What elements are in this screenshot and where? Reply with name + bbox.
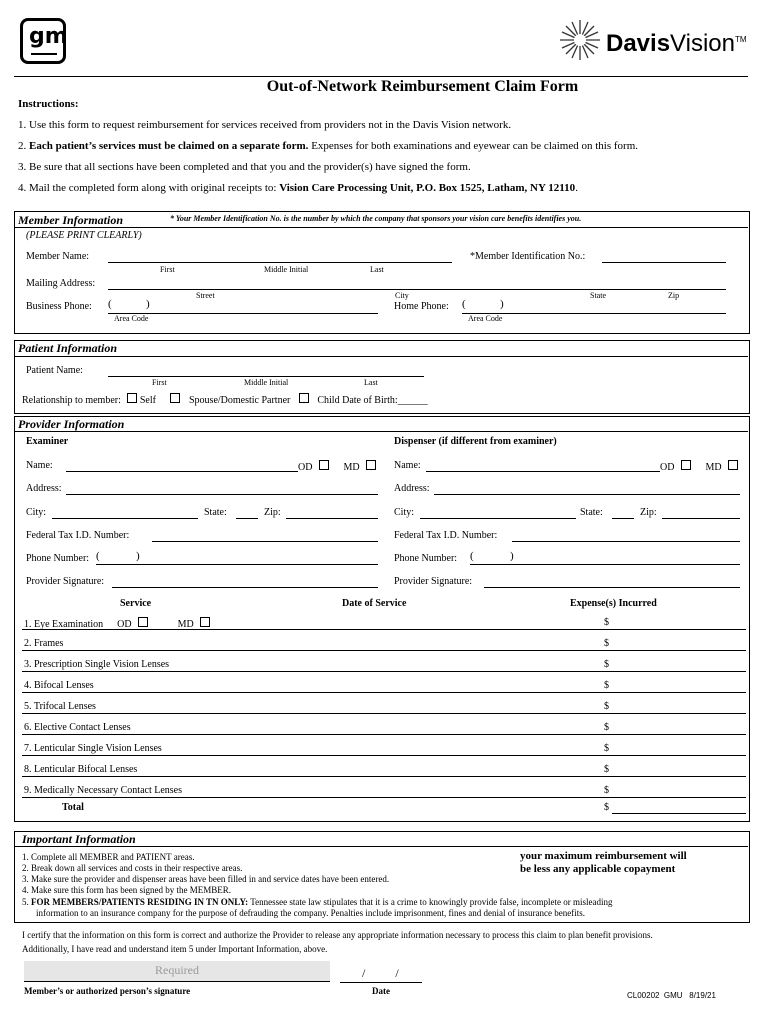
instruction-1: 1. Use this form to request reimbursement for services received from providers not in the Davis Vision network.: [18, 119, 512, 131]
service-label: 7. Lenticular Single Vision Lenses: [24, 743, 162, 754]
examiner-address-field[interactable]: [66, 494, 378, 495]
examiner-md-checkbox[interactable]: [366, 460, 376, 470]
self-checkbox[interactable]: [127, 393, 137, 403]
service-row-line[interactable]: [22, 776, 746, 777]
certify-line2: Additionally, I have read and understand item 5 under Important Information, above.: [22, 944, 328, 954]
self-label: Self: [139, 395, 156, 406]
service-dollar: $: [604, 701, 609, 712]
mailing-address-field[interactable]: [108, 289, 726, 290]
street-label: Street: [196, 291, 215, 300]
service-row: [24, 701, 96, 712]
service-dollar: $: [604, 659, 609, 670]
spouse-label: Spouse/Domestic Partner: [188, 395, 291, 406]
child-label: Child: [317, 395, 340, 406]
examiner-state-field[interactable]: [236, 518, 258, 519]
examiner-phone-paren-close: ): [136, 550, 140, 562]
business-phone-field[interactable]: [108, 313, 378, 314]
instructions-heading: Instructions:: [18, 98, 79, 110]
service-dollar: $: [604, 743, 609, 754]
service-row-line[interactable]: [22, 692, 746, 693]
important-item-1: 1. Complete all MEMBER and PATIENT areas.: [22, 852, 195, 862]
dob-label: Date of Birth:______: [342, 395, 428, 406]
member-last-label: Last: [370, 265, 384, 274]
col-service: Service: [120, 598, 152, 609]
service-row: [24, 659, 169, 670]
instruction-3: 3. Be sure that all sections have been completed and that you and the provider(s) have signed the form.: [18, 161, 471, 173]
service-label: 1. Eye Examination: [24, 619, 104, 630]
dispenser-name-field[interactable]: [426, 471, 660, 472]
service-label: 2. Frames: [24, 638, 64, 649]
dispenser-phone-paren-close: ): [510, 550, 514, 562]
patient-name-label: Patient Name:: [26, 365, 83, 376]
examiner-zip-field[interactable]: [286, 518, 378, 519]
state-label: State: [590, 291, 606, 300]
patient-first-label: First: [152, 378, 167, 387]
instruction-2: 2. Each patient’s services must be claimed on a separate form. Expenses for both examinations and eyewear can be claimed on this form.: [18, 140, 639, 152]
form-title: Out-of-Network Reimbursement Claim Form: [266, 78, 579, 95]
business-phone-paren-open: (: [108, 298, 112, 310]
service-dollar: $: [604, 764, 609, 775]
gm-logo: [20, 18, 66, 64]
member-id-label: *Member Identification No.:: [470, 251, 586, 262]
provider-info-title: Provider Information: [18, 417, 125, 431]
exam-od-checkbox[interactable]: [138, 617, 148, 627]
dispenser-phone-label: Phone Number:: [394, 553, 458, 564]
member-signature-field[interactable]: [24, 961, 330, 982]
home-phone-paren-open: (: [462, 298, 466, 310]
spouse-checkbox[interactable]: [170, 393, 180, 403]
member-name-field[interactable]: [108, 262, 452, 263]
dispenser-tax-label: Federal Tax I.D. Number:: [394, 530, 498, 541]
trademark: TM: [734, 35, 747, 44]
reimbursement-note-line2: be less any applicable copayment: [520, 863, 676, 875]
service-label: 4. Bifocal Lenses: [24, 680, 94, 691]
dispenser-name-label: Name:: [394, 460, 421, 471]
examiner-tax-field[interactable]: [152, 541, 378, 542]
service-row: [24, 680, 94, 691]
service-label: 8. Lenticular Bifocal Lenses: [24, 764, 138, 775]
examiner-od-checkbox[interactable]: [319, 460, 329, 470]
service-label: 6. Elective Contact Lenses: [24, 722, 131, 733]
service-row-line[interactable]: [22, 755, 746, 756]
examiner-address-label: Address:: [26, 483, 62, 494]
vision-word: Vision: [670, 30, 735, 57]
service-dollar: $: [604, 722, 609, 733]
exam-md-checkbox[interactable]: [200, 617, 210, 627]
signature-required-placeholder: Required: [155, 963, 199, 977]
examiner-heading: Examiner: [26, 436, 69, 447]
dispenser-address-label: Address:: [394, 483, 430, 494]
total-dollar: $: [604, 802, 609, 813]
certify-line1: I certify that the information on this form is correct and authorize the Provider to release any appropriate information necessary to process this claim to plan benefit provisions.: [22, 930, 653, 940]
service-label: 3. Prescription Single Vision Lenses: [24, 659, 170, 670]
exam-md-label: MD: [177, 619, 194, 630]
important-item-5: 5. FOR MEMBERS/PATIENTS RESIDING IN TN ONLY: Tennessee state law stipulates that it is a crime to knowingly provide false, incomplete or misleading: [22, 897, 613, 907]
exam-od-label: OD: [117, 619, 132, 630]
examiner-zip-label: Zip:: [264, 507, 281, 518]
examiner-city-label: City:: [26, 507, 47, 518]
service-row-line[interactable]: [22, 671, 746, 672]
home-phone-label: Home Phone:: [394, 301, 449, 312]
important-item-5-line2: information to an insurance company for the purpose of defrauding the company. Penalties include imprisonment, fines and denial of insurance benefits.: [36, 908, 586, 918]
dispenser-signature-label: Provider Signature:: [394, 576, 473, 587]
important-item-3: 3. Make sure the provider and dispenser areas have been filled in and service dates have been entered.: [22, 874, 390, 884]
service-row-line[interactable]: [22, 797, 746, 798]
service-row: [24, 743, 162, 754]
total-amount-field[interactable]: [612, 813, 746, 814]
member-middle-label: Middle Initial: [264, 265, 309, 274]
zip-label: Zip: [668, 291, 680, 300]
important-item-4: 4. Make sure this form has been signed by the MEMBER.: [22, 885, 231, 895]
form-code: CL00202 GMU 8/19/21: [627, 991, 716, 1000]
child-checkbox[interactable]: [299, 393, 309, 403]
business-phone-paren-close: ): [146, 298, 150, 310]
service-row-line[interactable]: [22, 734, 746, 735]
service-row-line[interactable]: [22, 713, 746, 714]
mailing-address-label: Mailing Address:: [26, 278, 96, 289]
examiner-signature-field[interactable]: [112, 587, 378, 588]
home-area-code-label: Area Code: [468, 314, 503, 323]
examiner-signature-label: Provider Signature:: [26, 576, 105, 587]
gm-logo-text: gm: [29, 24, 68, 49]
dispenser-zip-field[interactable]: [662, 518, 740, 519]
home-phone-paren-close: ): [500, 298, 504, 310]
dispenser-od-label: OD: [660, 462, 675, 473]
examiner-city-field[interactable]: [52, 518, 198, 519]
reimbursement-note-line1: your maximum reimbursement will: [520, 850, 687, 862]
examiner-od-label: OD: [298, 462, 313, 473]
service-dollar: $: [604, 638, 609, 649]
service-label: 5. Trifocal Lenses: [24, 701, 96, 712]
starburst-icon: [558, 18, 602, 62]
member-first-label: First: [160, 265, 175, 274]
dispenser-md-checkbox[interactable]: [728, 460, 738, 470]
examiner-state-label: State:: [204, 507, 227, 518]
member-name-label: Member Name:: [26, 251, 90, 262]
examiner-md-label: MD: [343, 462, 360, 473]
relationship-row: [22, 393, 428, 406]
print-clearly: (PLEASE PRINT CLEARLY): [26, 230, 142, 241]
important-info-title: Important Information: [22, 832, 136, 846]
city-label: City: [395, 291, 409, 300]
dispenser-heading: Dispenser (if different from examiner): [394, 436, 557, 447]
business-phone-label: Business Phone:: [26, 301, 92, 312]
service-row-line[interactable]: [22, 650, 746, 651]
service-dollar: $: [604, 617, 609, 628]
examiner-tax-label: Federal Tax I.D. Number:: [26, 530, 130, 541]
davis-word: Davis: [606, 30, 671, 57]
dispenser-degree-row: [660, 460, 738, 473]
instruction-4: 4. Mail the completed form along with original receipts to: Vision Care Processing Unit, P.O. Box 1525, Latham, NY 12110.: [18, 182, 578, 194]
dispenser-phone-field[interactable]: [470, 564, 740, 565]
dispenser-state-label: State:: [580, 507, 603, 518]
date-label: Date: [372, 986, 390, 996]
examiner-degree-row: [298, 460, 376, 473]
service-dollar: $: [604, 680, 609, 691]
dispenser-zip-label: Zip:: [640, 507, 657, 518]
dispenser-address-field[interactable]: [434, 494, 740, 495]
dispenser-phone-paren-open: (: [470, 550, 474, 562]
patient-name-field[interactable]: [108, 376, 424, 377]
service-row-line[interactable]: [22, 629, 746, 630]
dispenser-signature-field[interactable]: [484, 587, 740, 588]
service-row: [24, 785, 182, 796]
examiner-phone-field[interactable]: [96, 564, 378, 565]
service-row: [24, 722, 131, 733]
member-info-title: Member Information: [18, 213, 124, 227]
service-row: [24, 764, 137, 775]
service-label: 9. Medically Necessary Contact Lenses: [24, 785, 183, 796]
davis-vision-logo: [558, 16, 758, 64]
member-id-note: * Your Member Identification No. is the number by which the company that sponsors your vision care benefits identifies you.: [170, 214, 582, 223]
patient-middle-label: Middle Initial: [244, 378, 289, 387]
date-slashes: / /: [362, 966, 399, 980]
service-dollar: $: [604, 785, 609, 796]
member-id-field[interactable]: [602, 262, 726, 263]
patient-last-label: Last: [364, 378, 378, 387]
patient-info-title: Patient Information: [18, 341, 118, 355]
examiner-phone-label: Phone Number:: [26, 553, 90, 564]
signature-label: Member’s or authorized person’s signature: [24, 986, 191, 996]
dispenser-state-field[interactable]: [612, 518, 634, 519]
important-item-2: 2. Break down all services and costs in their respective areas.: [22, 863, 243, 873]
examiner-name-field[interactable]: [66, 471, 298, 472]
dispenser-tax-field[interactable]: [512, 541, 740, 542]
relationship-label: Relationship to member:: [22, 395, 121, 406]
total-label: Total: [62, 802, 84, 813]
service-row: [24, 638, 63, 649]
dispenser-city-label: City:: [394, 507, 415, 518]
dispenser-od-checkbox[interactable]: [681, 460, 691, 470]
date-field[interactable]: [340, 982, 422, 983]
examiner-name-label: Name:: [26, 460, 53, 471]
dispenser-md-label: MD: [705, 462, 722, 473]
business-area-code-label: Area Code: [114, 314, 149, 323]
col-expense: Expense(s) Incurred: [570, 598, 657, 609]
examiner-phone-paren-open: (: [96, 550, 100, 562]
dispenser-city-field[interactable]: [420, 518, 576, 519]
col-date: Date of Service: [342, 598, 407, 609]
